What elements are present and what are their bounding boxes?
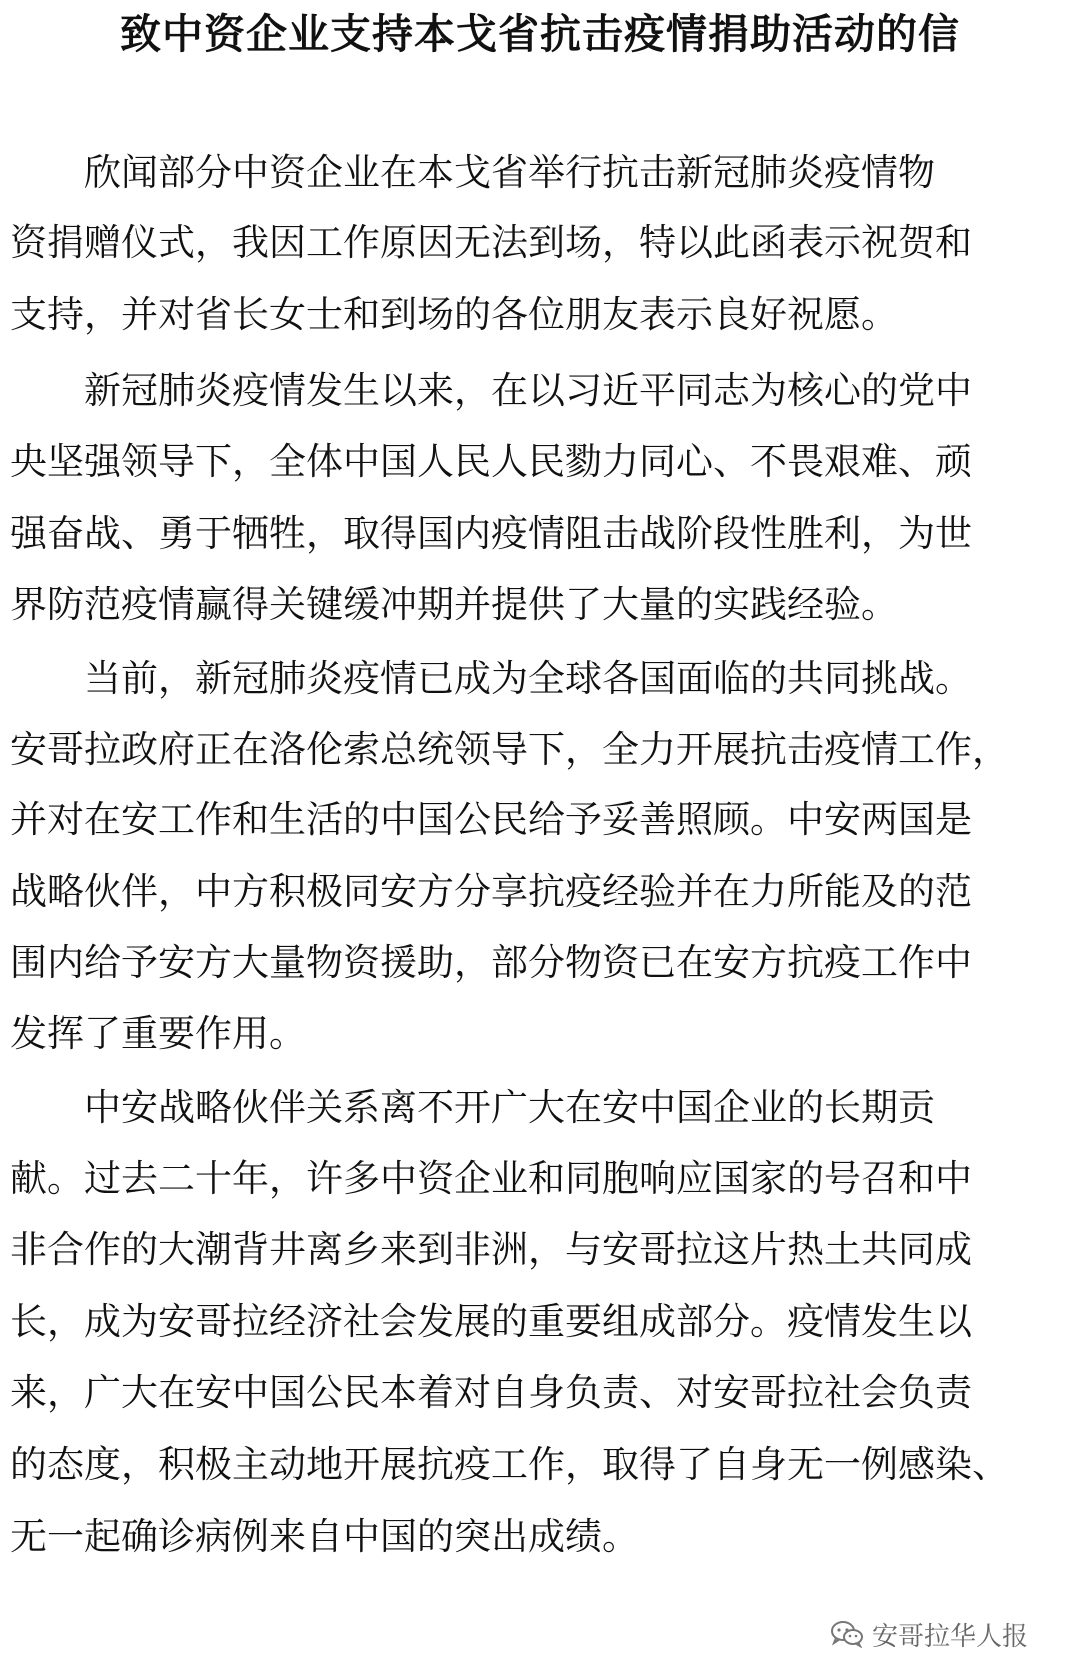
- body-line: 发挥了重要作用。: [10, 1012, 306, 1055]
- body-line: 安哥拉政府正在洛伦索总统领导下，全力开展抗击疫情工作，: [10, 728, 1009, 771]
- body-line: 来，广大在安中国公民本着对自身负责、对安哥拉社会负责: [10, 1371, 972, 1414]
- body-line: 中安战略伙伴关系离不开广大在安中国企业的长期贡: [84, 1086, 935, 1129]
- letter-title: 致中资企业支持本戈省抗击疫情捐助活动的信: [120, 10, 960, 58]
- body-line: 界防范疫情赢得关键缓冲期并提供了大量的实践经验。: [10, 583, 898, 626]
- body-line: 长，成为安哥拉经济社会发展的重要组成部分。疫情发生以: [10, 1300, 972, 1343]
- body-line: 献。过去二十年，许多中资企业和同胞响应国家的号召和中: [10, 1157, 972, 1200]
- body-line: 围内给予安方大量物资援助，部分物资已在安方抗疫工作中: [10, 941, 972, 984]
- wechat-icon: [830, 1620, 864, 1648]
- body-line: 战略伙伴，中方积极同安方分享抗疫经验并在力所能及的范: [10, 870, 972, 913]
- body-line: 的态度，积极主动地开展抗疫工作，取得了自身无一例感染、: [10, 1443, 1009, 1486]
- body-line: 支持，并对省长女士和到场的各位朋友表示良好祝愿。: [10, 293, 898, 336]
- body-line: 欣闻部分中资企业在本戈省举行抗击新冠肺炎疫情物: [84, 151, 935, 194]
- watermark-text: 安哥拉华人报: [872, 1621, 1029, 1652]
- body-line: 强奋战、勇于牺牲，取得国内疫情阻击战阶段性胜利，为世: [10, 512, 972, 555]
- body-line: 央坚强领导下，全体中国人民人民勠力同心、不畏艰难、顽: [10, 440, 972, 483]
- body-line: 并对在安工作和生活的中国公民给予妥善照顾。中安两国是: [10, 798, 972, 841]
- body-line: 资捐赠仪式，我因工作原因无法到场，特以此函表示祝贺和: [10, 221, 972, 264]
- body-line: 当前，新冠肺炎疫情已成为全球各国面临的共同挑战。: [84, 657, 972, 700]
- source-watermark: [830, 1614, 1028, 1654]
- body-line: 无一起确诊病例来自中国的突出成绩。: [10, 1515, 639, 1558]
- body-line: 新冠肺炎疫情发生以来，在以习近平同志为核心的党中: [84, 369, 972, 412]
- body-line: 非合作的大潮背井离乡来到非洲，与安哥拉这片热土共同成: [10, 1228, 972, 1271]
